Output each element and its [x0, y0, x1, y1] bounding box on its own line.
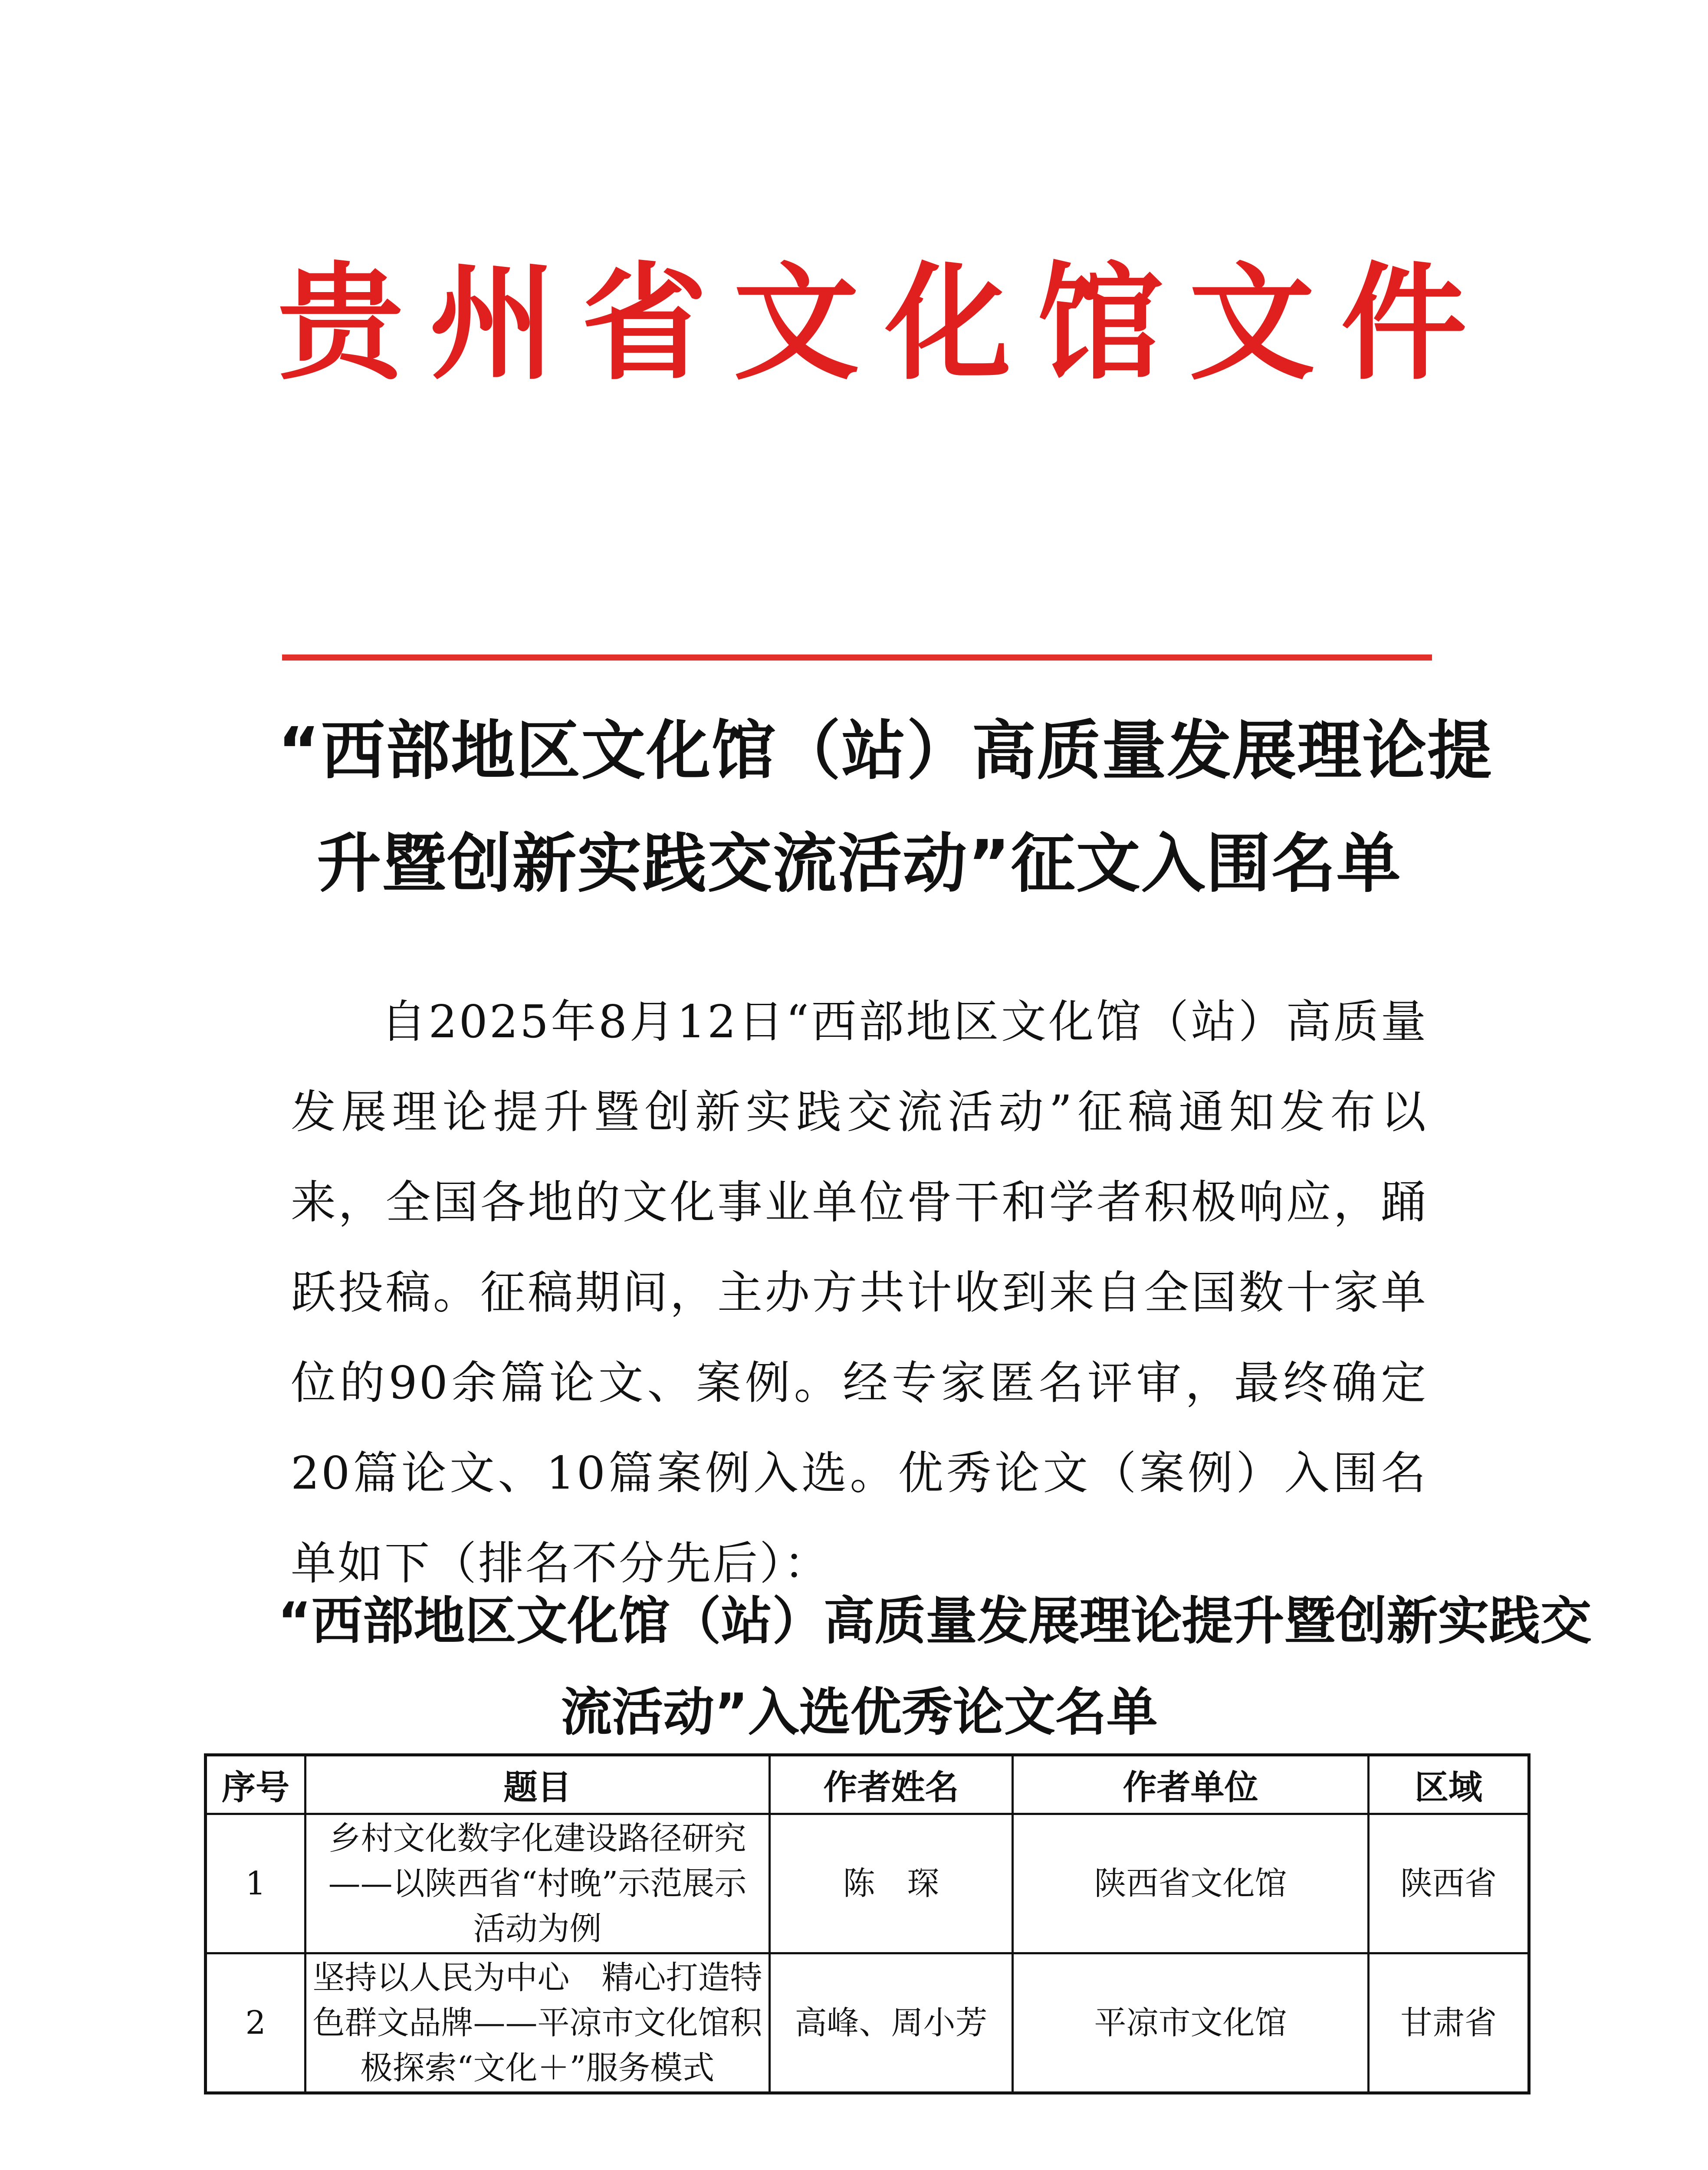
- cell-number: 2: [206, 1953, 305, 2093]
- cell-title: 坚持以人民为中心 精心打造特色群文品牌——平凉市文化馆积极探索“文化＋”服务模式: [305, 1953, 770, 2093]
- document-title: [278, 694, 1493, 920]
- table-title-line-2: 流活动”入选优秀论文名单: [561, 1682, 1158, 1742]
- table-row: [206, 1953, 1529, 2093]
- header-cell-author: 作者姓名: [770, 1755, 1013, 1814]
- cell-title: 乡村文化数字化建设路径研究——以陕西省“村晚”示范展示活动为例: [305, 1814, 770, 1953]
- shortlist-table: [204, 1753, 1531, 2094]
- cell-number: 1: [206, 1814, 305, 1953]
- header-cell-number: 序号: [206, 1755, 305, 1814]
- cell-author: 陈 琛: [770, 1814, 1013, 1953]
- table-row: [206, 1814, 1529, 1953]
- document-title-line-1: “西部地区文化馆（站）高质量发展理论提: [278, 713, 1493, 788]
- table-title-line-1: “西部地区文化馆（站）高质量发展理论提升暨创新实践交: [278, 1591, 1592, 1651]
- intro-paragraph: 自2025年8月12日“西部地区文化馆（站）高质量发展理论提升暨创新实践交流活动”征稿通知发布以来，全国各地的文化事业单位骨干和学者积极响应，踊跃投稿。征稿期间，主办方共计收到来自全国数十家单位的90余篇论文、案例。经专家匿名评审，最终确定20篇论文、10篇案例入选。优秀论文（案例）入围名单如下（排名不分先后）：: [291, 995, 1428, 1590]
- cell-unit: 陕西省文化馆: [1013, 1814, 1369, 1953]
- issuer-header-title: 贵州省文化馆文件: [278, 250, 1493, 397]
- table-title: [278, 1575, 1592, 1758]
- cell-unit: 平凉市文化馆: [1013, 1953, 1369, 2093]
- cell-author: 高峰、周小芳: [770, 1953, 1013, 2093]
- header-cell-title: 题目: [305, 1755, 770, 1814]
- header-cell-region: 区域: [1369, 1755, 1529, 1814]
- document-title-line-2: 升暨创新实践交流活动”征文入围名单: [317, 826, 1402, 901]
- cell-region: 甘肃省: [1369, 1953, 1529, 2093]
- header-cell-unit: 作者单位: [1013, 1755, 1369, 1814]
- cell-region: 陕西省: [1369, 1814, 1529, 1953]
- red-separator-line: [282, 654, 1432, 661]
- table-header-row: [206, 1755, 1529, 1814]
